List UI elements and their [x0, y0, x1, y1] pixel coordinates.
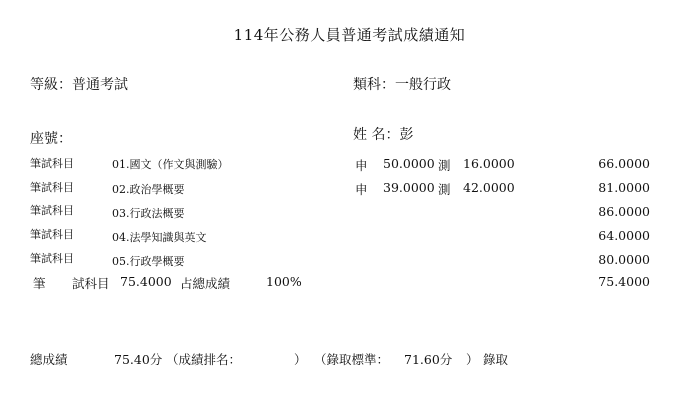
summary-weight: 100% [266, 274, 302, 289]
subject-score: 66.0000 [598, 156, 650, 171]
subject-score: 81.0000 [598, 180, 650, 195]
cutoff-close: ） [466, 352, 479, 367]
subject-value2: 42.0000 [463, 180, 515, 195]
summary-label-2: 試科目 [72, 276, 110, 291]
subject-name: 02.政治學概要 [112, 183, 185, 196]
category-value: 一般行政 [395, 77, 451, 93]
summary-score: 75.4000 [598, 274, 650, 289]
subject-score: 64.0000 [598, 228, 650, 243]
subject-value2: 16.0000 [463, 156, 515, 171]
name-field [353, 124, 413, 144]
subject-type: 筆試科目 [30, 157, 74, 170]
category-label: 類科： [353, 77, 395, 93]
seat-label: 座號： [30, 131, 72, 147]
level-value: 普通考試 [72, 77, 128, 93]
name-value: 彭 [399, 127, 414, 143]
rank-text: （成績排名： [166, 352, 242, 367]
summary-average: 75.4000 [120, 274, 172, 289]
subject-type: 筆試科目 [30, 252, 74, 265]
name-label: 姓 名： [353, 127, 400, 143]
subject-mark: 申 [355, 182, 368, 197]
subject-value1: 50.0000 [383, 156, 435, 171]
total-score: 75.40分 [114, 352, 163, 367]
cutoff-text: （錄取標準： [314, 352, 390, 367]
subject-type: 筆試科目 [30, 204, 74, 217]
result: 錄取 [483, 352, 509, 367]
summary-weight-label: 占總成績 [180, 276, 231, 291]
subject-mark: 申 [355, 158, 368, 173]
level-label: 等級： [30, 77, 72, 93]
subject-name: 01.國文（作文與測驗） [112, 158, 229, 171]
subject-mid: 測 [438, 158, 451, 173]
page-title: 114年公務人員普通考試成績通知 [233, 26, 466, 44]
rank-close: ） [294, 352, 307, 367]
cutoff-score: 71.60分 [404, 352, 453, 367]
subject-type: 筆試科目 [30, 181, 74, 194]
subject-name: 05.行政學概要 [112, 255, 185, 268]
subject-type: 筆試科目 [30, 228, 74, 241]
summary-label-1: 筆 [33, 276, 46, 291]
subject-name: 04.法學知識與英文 [112, 231, 207, 244]
level-field [30, 74, 128, 94]
category-field [353, 74, 451, 94]
subject-name: 03.行政法概要 [112, 207, 185, 220]
total-label: 總成績 [30, 352, 68, 367]
subject-mid: 測 [438, 182, 451, 197]
subject-value1: 39.0000 [383, 180, 435, 195]
subject-score: 86.0000 [598, 204, 650, 219]
subject-score: 80.0000 [598, 252, 650, 267]
